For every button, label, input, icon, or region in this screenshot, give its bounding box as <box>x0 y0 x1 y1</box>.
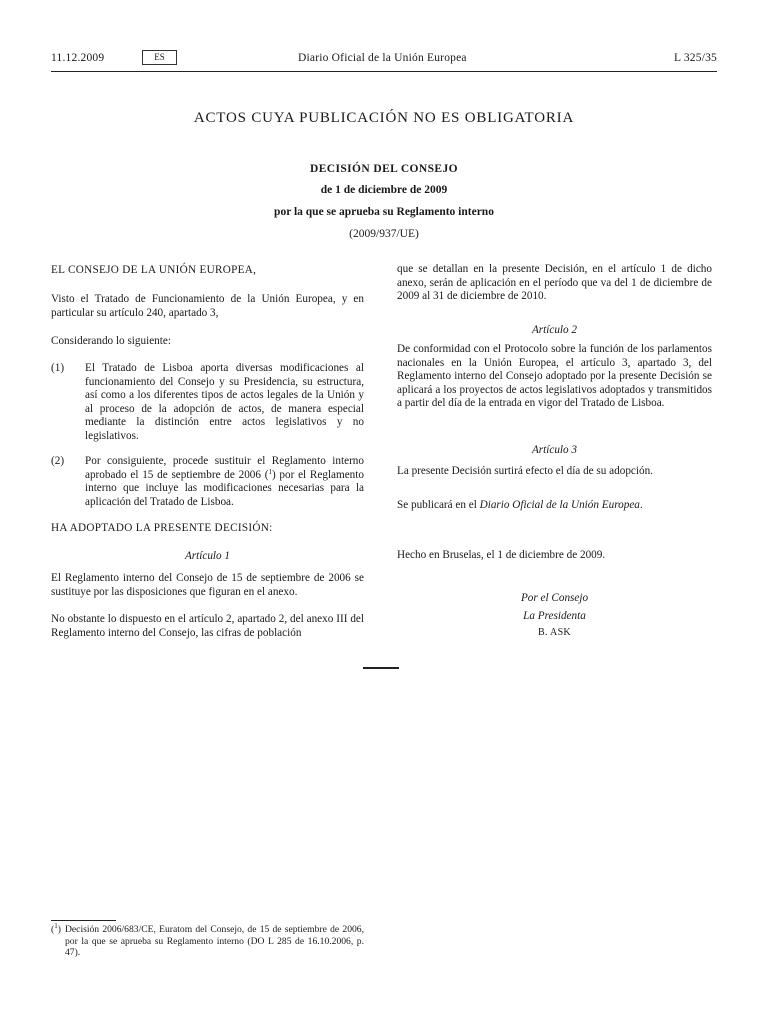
footnote-ref: 1 <box>268 467 272 476</box>
footnote-rule <box>51 920 116 921</box>
recital-2-text: Por consiguiente, procede sustituir el Reglamento interno aprobado el 15 de septiembre de 2006 ($^1$) por el Reglamento interno que incluye las modificaciones necesarias para la aplicación del Tratado de Lisboa. <box>85 455 364 508</box>
article-1-heading: Artículo 1 <box>184 550 231 562</box>
article-3-text: La presente Decisión surtirá efecto el día de su adopción. <box>397 465 653 477</box>
publication-clause: Se publicará en el Diario Oficial de la Unión Europea. <box>397 499 643 511</box>
left-column <box>51 0 364 1024</box>
footnote: ($^1$) Decisión 2006/683/CE, Euratom del Consejo, de 15 de septiembre de 2006, por la que se aprueba su Reglamento interno (DO L 285 de 16.10.2006, p. 47). <box>51 922 364 959</box>
signature-name: B. ASK <box>538 627 571 638</box>
preamble-considerando: Considerando lo siguiente: <box>51 335 171 347</box>
decision-title: DECISIÓN DEL CONSEJO <box>310 163 458 175</box>
adoption-formula: HA ADOPTADO LA PRESENTE DECISIÓN: <box>51 522 273 534</box>
article-1-paragraph-1: El Reglamento interno del Consejo de 15 de septiembre de 2006 se sustituye por las disposiciones que figuran en el anexo. <box>51 572 364 598</box>
article-3-heading: Artículo 3 <box>531 444 578 456</box>
decision-date: de 1 de diciembre de 2009 <box>320 184 448 196</box>
signature-council: Por el Consejo <box>520 592 589 604</box>
recital-1-text: El Tratado de Lisboa aporta diversas modificaciones al funcionamiento del Consejo y su Presidencia, su estructura, así como a los diferentes tipos de actos legales de la Unión y al proceso de la adopción de actos, de manera especial mediante la distinción entre actos legislativos y no legislativos. <box>85 362 364 442</box>
journal-name: Diario Oficial de la Unión Europea <box>298 52 467 64</box>
signature-role: La Presidenta <box>523 610 586 622</box>
decision-number: (2009/937/UE) <box>349 228 419 240</box>
page-reference: L 325/35 <box>673 52 717 64</box>
preamble-intro: EL CONSEJO DE LA UNIÓN EUROPEA, <box>51 264 257 276</box>
article-2-heading: Artículo 2 <box>531 324 578 336</box>
article-1-continuation: que se detallan en la presente Decisión, en el artículo 1 de dicho anexo, serán de aplicación en el período que va del 1 de diciembre de 2009 al 31 de diciembre de 2010. <box>397 263 712 303</box>
publication-date: 11.12.2009 <box>51 52 105 64</box>
section-title: ACTOS CUYA PUBLICACIÓN NO ES OBLIGATORIA <box>193 110 575 126</box>
footnote-text: Decisión 2006/683/CE, Euratom del Consejo, de 15 de septiembre de 2006, por la que se aprueba su Reglamento interno (DO L 285 de 16.10.2006, p. 47). <box>65 924 364 959</box>
article-2-text: De conformidad con el Protocolo sobre la función de los parlamentos nacionales en la Unión Europea, el artículo 3, apartado 3, del Reglamento interno del Consejo adoptado por la presente Decisión se aplicará a los proyectos de actos legislativos adoptados y transmitidos a partir del día de la entrada en vigor del Tratado de Lisboa. <box>397 343 712 410</box>
done-at: Hecho en Bruselas, el 1 de diciembre de 2009. <box>397 549 606 561</box>
recital-2-number: (2) <box>51 455 65 467</box>
article-1-paragraph-2: No obstante lo dispuesto en el artículo 2, apartado 2, del anexo III del Reglamento interno del Consejo, las cifras de población <box>51 613 364 639</box>
preamble-visto: Visto el Tratado de Funcionamiento de la Unión Europea, y en particular su artículo 240, apartado 3, <box>51 293 364 319</box>
end-rule <box>363 667 399 669</box>
decision-subject: por la que se aprueba su Reglamento interno <box>274 206 494 218</box>
language-badge: ES <box>142 50 177 65</box>
footnote-mark: 1 <box>54 922 58 930</box>
recital-1-number: (1) <box>51 362 65 374</box>
